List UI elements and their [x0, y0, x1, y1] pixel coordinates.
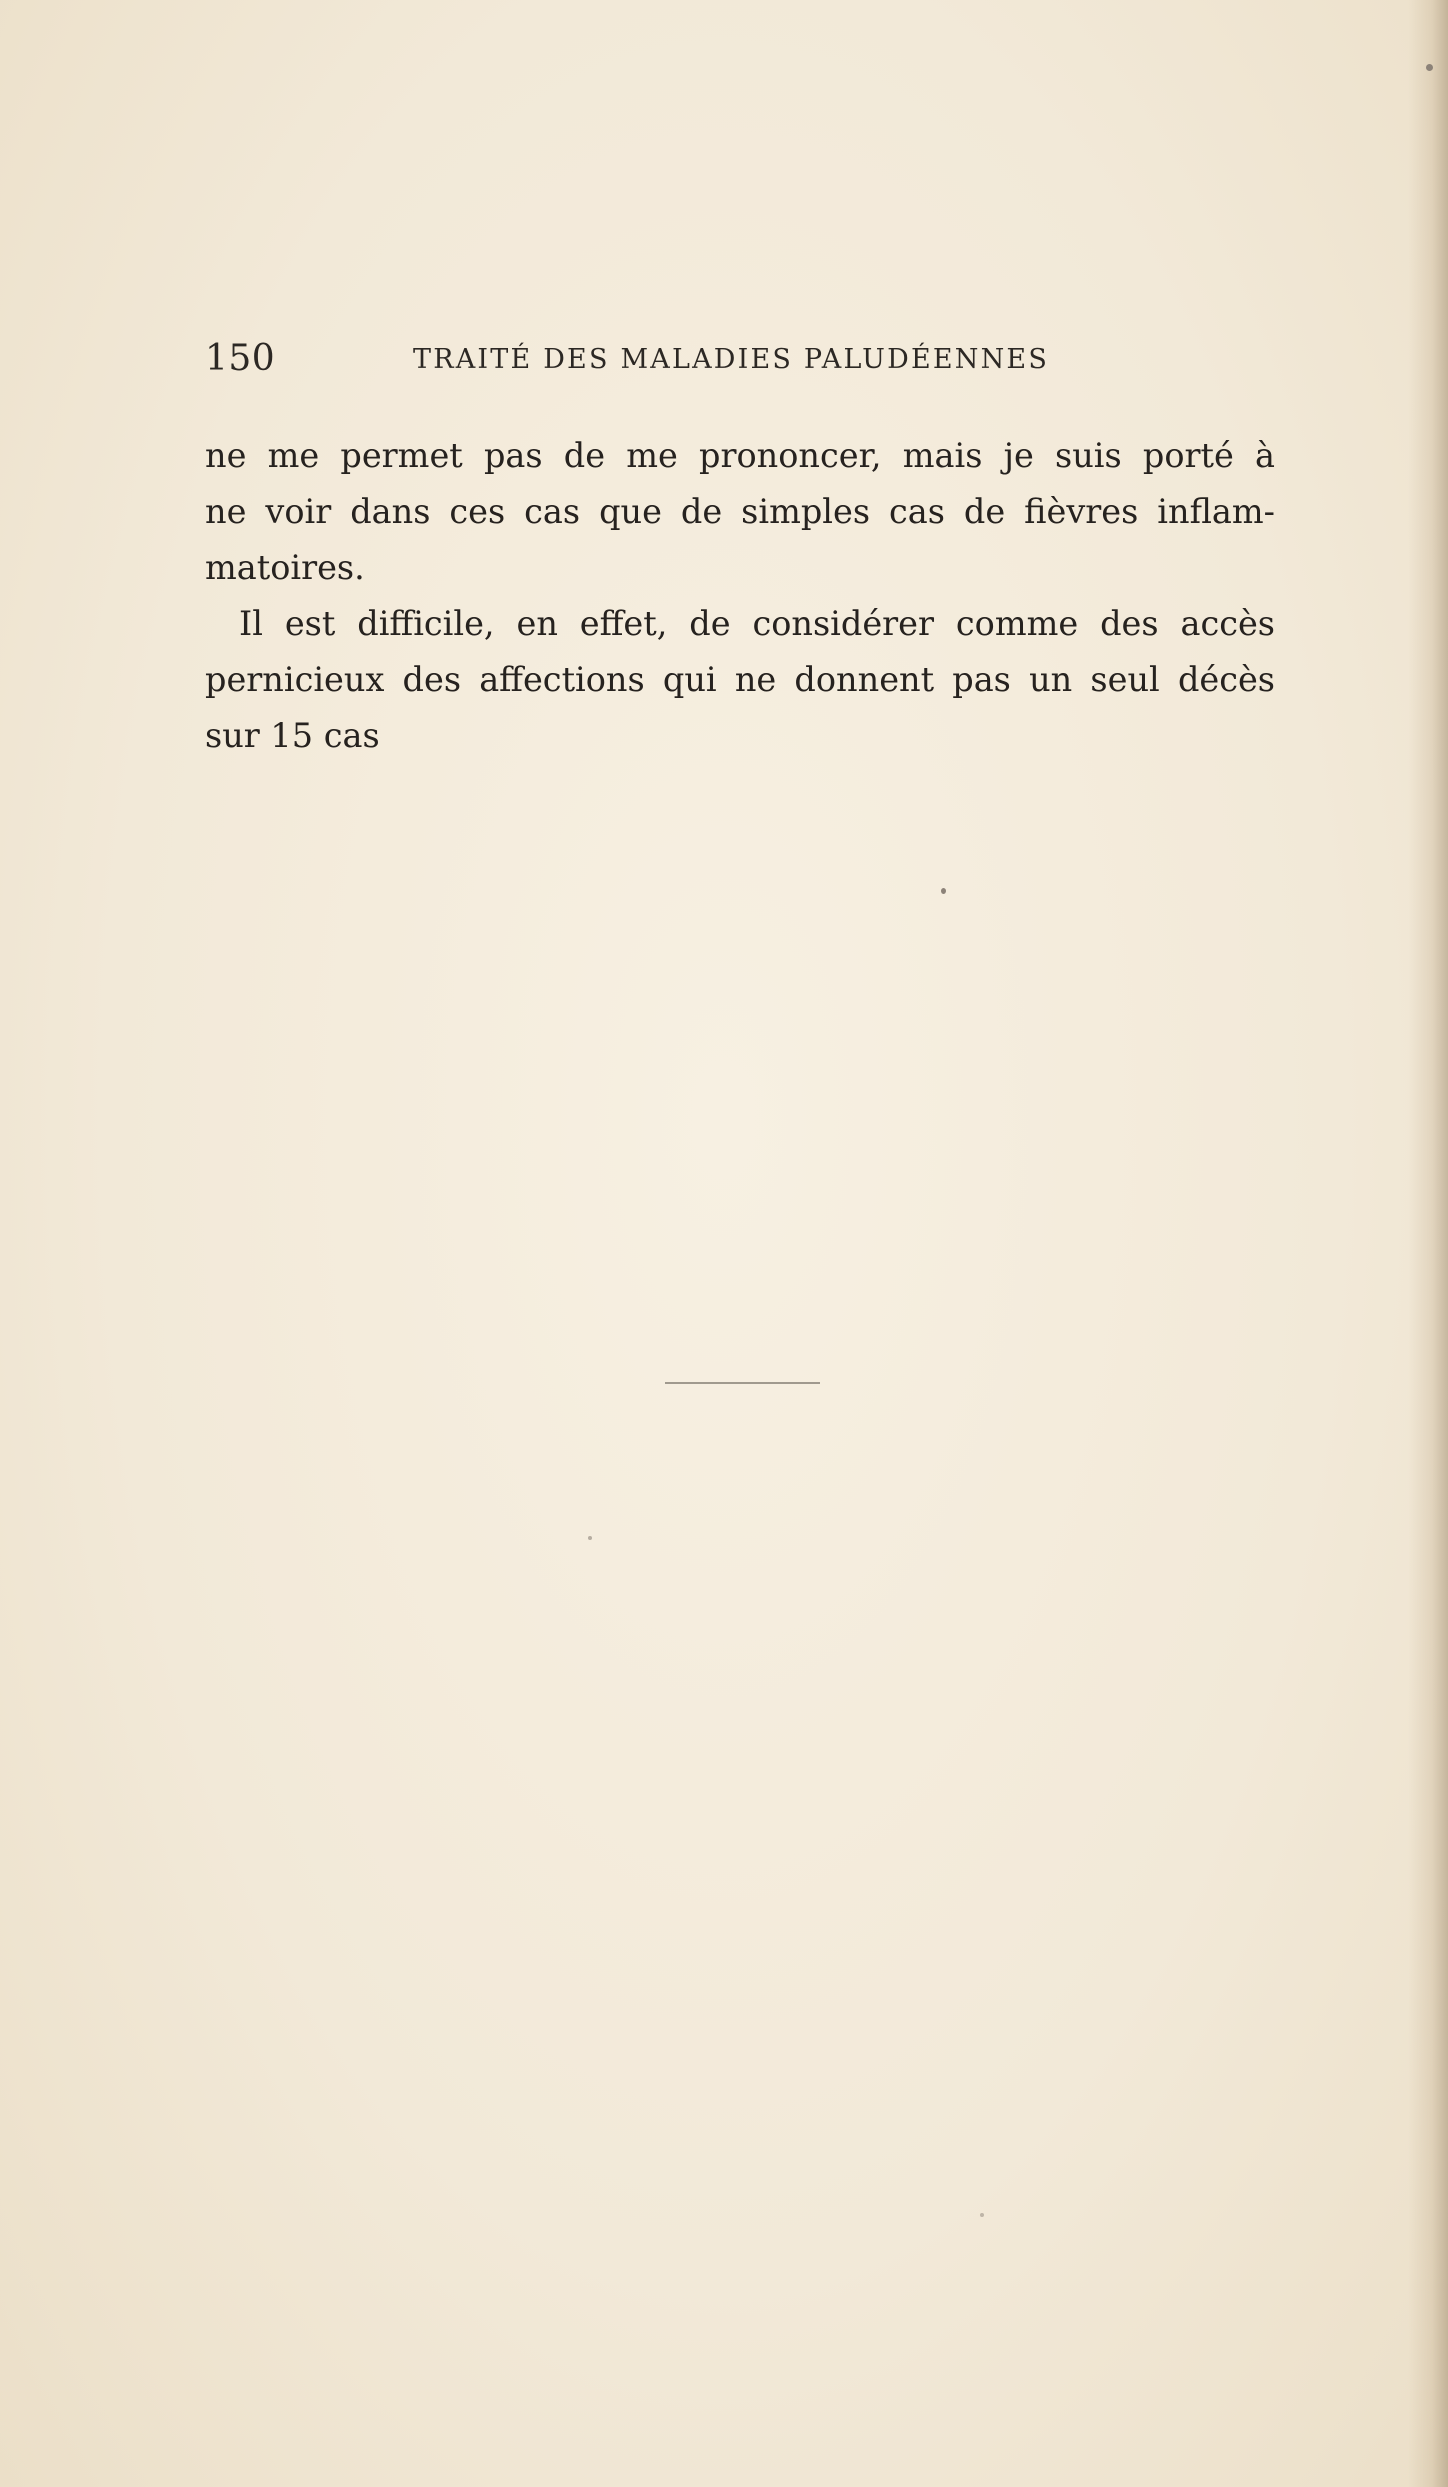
ink-speck	[588, 1536, 592, 1540]
ink-speck	[941, 888, 946, 894]
running-head	[205, 338, 1270, 388]
body-text	[205, 428, 1275, 764]
ink-speck	[1426, 64, 1433, 71]
section-end-rule	[665, 1382, 820, 1384]
page-number: 150	[205, 338, 276, 379]
page-edge-shadow	[1408, 0, 1448, 2487]
text-line: ne voir dans ces cas que de simples cas de fièvres inflam-	[205, 492, 1275, 531]
text-line: pernicieux des affections qui ne donnent pas un seul décès	[205, 660, 1275, 699]
text-line: sur 15 cas	[205, 716, 380, 755]
text-line: ne me permet pas de me prononcer, mais je suis porté à	[205, 436, 1275, 475]
paragraph-start-line: Il est difficile, en effet, de considérer comme des accès	[239, 604, 1275, 643]
ink-speck	[980, 2213, 984, 2217]
running-title: TRAITÉ DES MALADIES PALUDÉENNES	[413, 344, 1050, 375]
text-line: matoires.	[205, 548, 365, 587]
